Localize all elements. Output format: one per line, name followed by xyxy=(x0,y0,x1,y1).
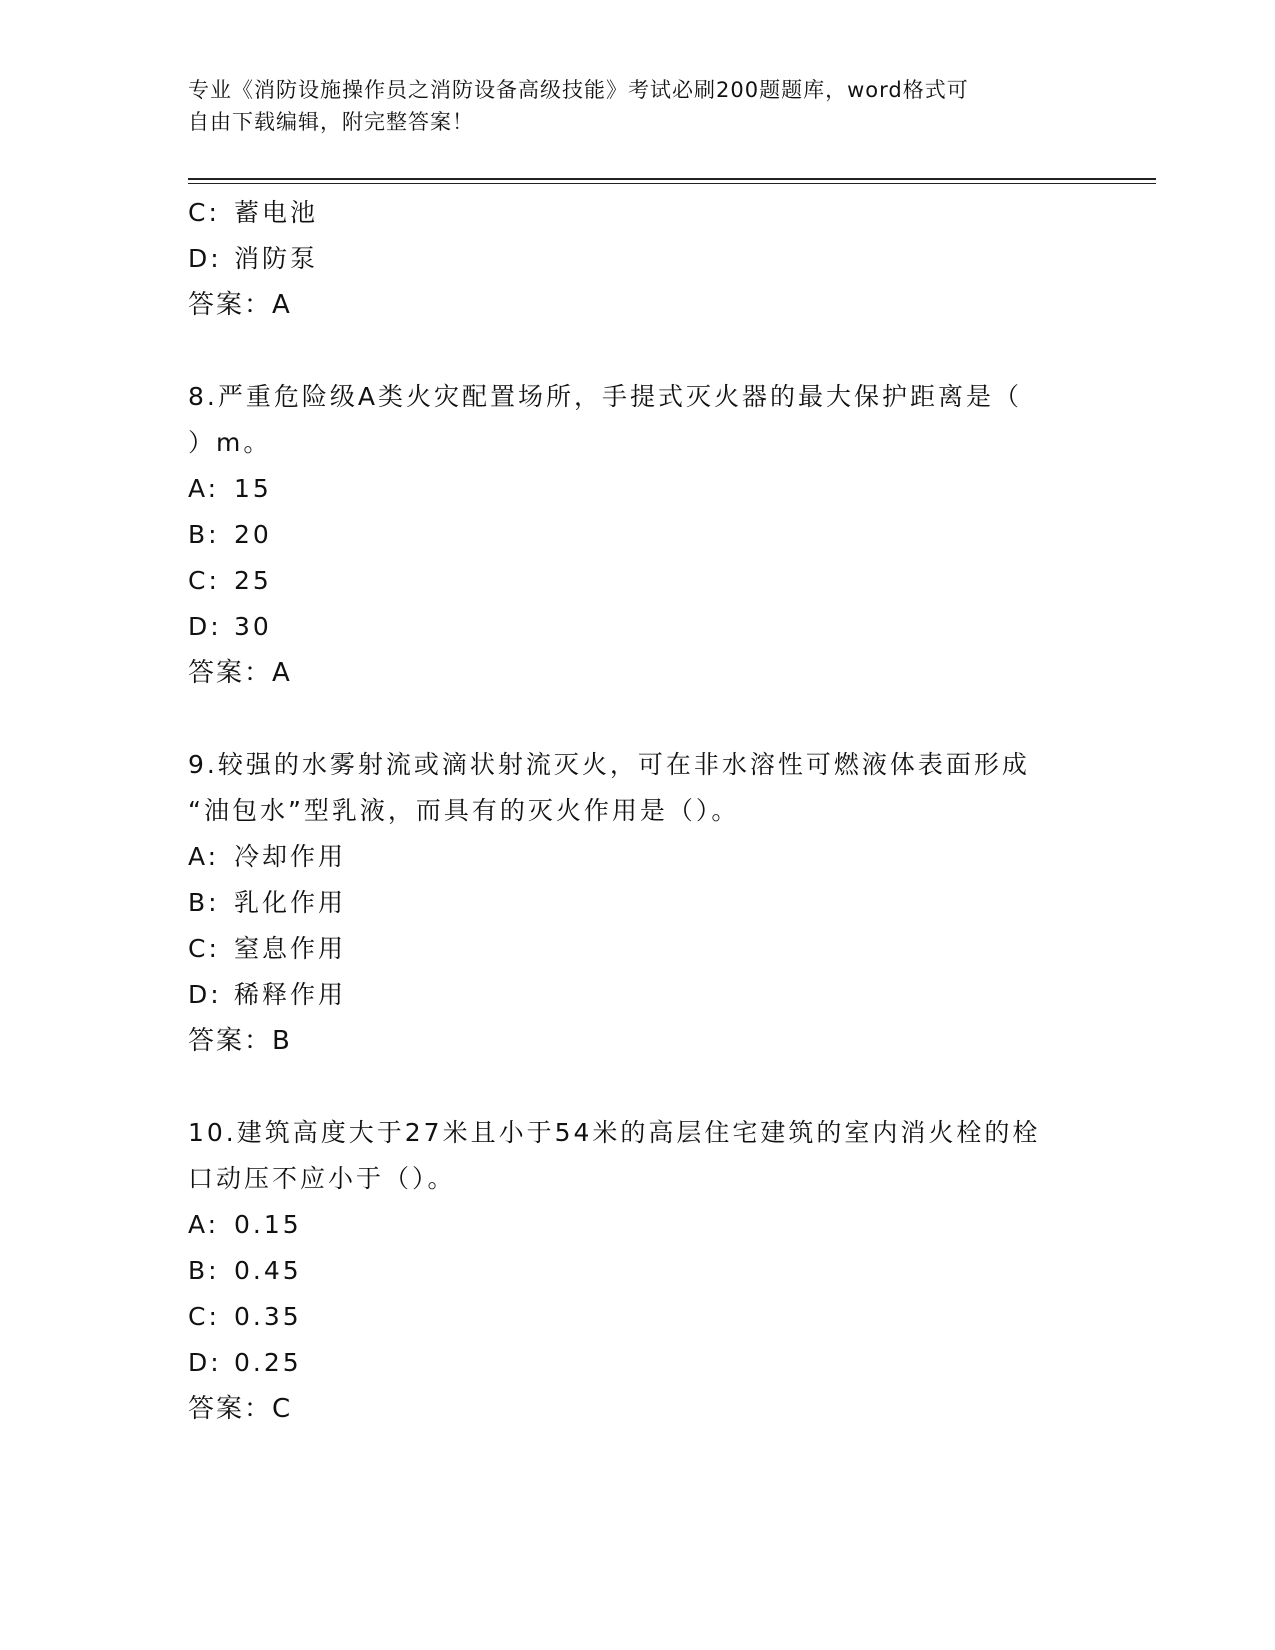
option-key: A: xyxy=(188,474,220,503)
option-text: 0.35 xyxy=(234,1302,302,1331)
option-key: A: xyxy=(188,842,220,871)
option-text: 0.45 xyxy=(234,1256,302,1285)
option-text: 15 xyxy=(234,474,272,503)
option-text: 0.25 xyxy=(234,1348,302,1377)
previous-question-tail xyxy=(188,190,1088,328)
document-body xyxy=(188,190,1088,1432)
option-text: 25 xyxy=(234,566,272,595)
option-b xyxy=(188,512,1088,558)
question-text xyxy=(188,1110,1088,1202)
question-text-line-2: ）m。 xyxy=(188,428,272,457)
question-text xyxy=(188,374,1088,466)
answer-line: 答案：A xyxy=(188,658,292,688)
option-key: C: xyxy=(188,934,220,963)
option-d xyxy=(188,604,1088,650)
question-text-line-1: 8.严重危险级A类火灾配置场所，手提式灭火器的最大保护距离是（ xyxy=(188,382,1022,411)
header-line-1: 专业《消防设施操作员之消防设备高级技能》考试必刷200题题库，word格式可 xyxy=(188,78,969,102)
option-a xyxy=(188,834,1088,880)
option-text: 蓄电池 xyxy=(234,198,319,227)
option-c xyxy=(188,1294,1088,1340)
question-text-line-1: 10.建筑高度大于27米且小于54米的高层住宅建筑的室内消火栓的栓 xyxy=(188,1118,1041,1147)
option-b xyxy=(188,880,1088,926)
header-divider-thick xyxy=(188,178,1156,180)
option-text: 20 xyxy=(234,520,272,549)
option-c xyxy=(188,926,1088,972)
option-text: 0.15 xyxy=(234,1210,302,1239)
option-text: 消防泵 xyxy=(234,244,319,273)
option-key: D: xyxy=(188,980,222,1009)
option-c xyxy=(188,558,1088,604)
answer-line: 答案：C xyxy=(188,1394,293,1424)
option-key: A: xyxy=(188,1210,220,1239)
option-key: B: xyxy=(188,888,220,917)
question-text-line-1: 9.较强的水雾射流或滴状射流灭火，可在非水溶性可燃液体表面形成 xyxy=(188,750,1030,779)
option-key: B: xyxy=(188,1256,220,1285)
question-text-line-2: “油包水”型乳液，而具有的灭火作用是（）。 xyxy=(188,796,740,825)
header-divider-thin xyxy=(188,183,1156,184)
option-text: 乳化作用 xyxy=(234,888,347,917)
option-d xyxy=(188,972,1088,1018)
option-text: 稀释作用 xyxy=(234,980,347,1009)
question-9 xyxy=(188,742,1088,1064)
option-key: D: xyxy=(188,244,222,273)
option-a xyxy=(188,466,1088,512)
option-key: D: xyxy=(188,612,222,641)
page-header xyxy=(188,74,1068,138)
option-key: C: xyxy=(188,566,220,595)
question-text-line-2: 口动压不应小于（）。 xyxy=(188,1164,456,1193)
question-8 xyxy=(188,374,1088,696)
option-b xyxy=(188,1248,1088,1294)
option-key: D: xyxy=(188,1348,222,1377)
option-key: B: xyxy=(188,520,220,549)
answer-line: 答案：A xyxy=(188,290,292,320)
option-key: C: xyxy=(188,1302,220,1331)
question-10 xyxy=(188,1110,1088,1432)
option-d xyxy=(188,1340,1088,1386)
option-text: 冷却作用 xyxy=(234,842,347,871)
header-line-2: 自由下载编辑，附完整答案！ xyxy=(188,110,474,134)
option-a xyxy=(188,1202,1088,1248)
option-text: 窒息作用 xyxy=(234,934,347,963)
option-c xyxy=(188,190,1088,236)
question-text xyxy=(188,742,1088,834)
answer-line: 答案：B xyxy=(188,1026,292,1056)
option-text: 30 xyxy=(234,612,272,641)
option-key: C: xyxy=(188,198,220,227)
option-d xyxy=(188,236,1088,282)
